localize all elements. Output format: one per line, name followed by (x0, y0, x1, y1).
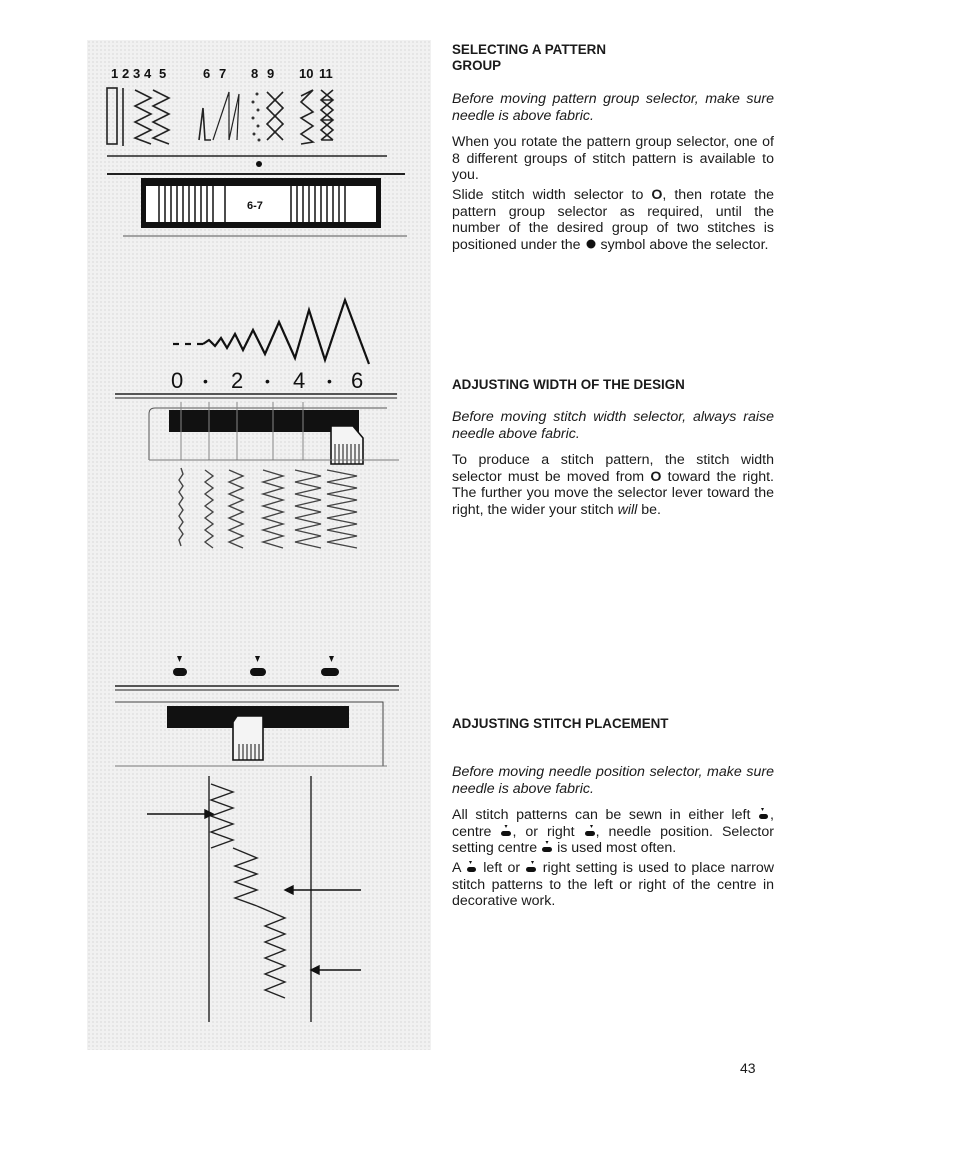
caution-text: Before moving needle position selector, make sure needle is above fabric. (452, 764, 774, 797)
position-arrows (147, 810, 361, 974)
width-scale-label: 6 (351, 368, 364, 393)
pattern-number: 2 (122, 66, 130, 81)
pattern-number: 7 (219, 66, 227, 81)
width-scale-dot: • (327, 373, 332, 389)
width-scale-label: 2 (231, 368, 244, 393)
bullet-symbol-icon (585, 238, 597, 250)
width-scale-label: 0 (171, 368, 184, 393)
stitch-width-icon (173, 300, 369, 364)
cross-stitch-icon (321, 90, 333, 140)
needle-position-symbols (173, 656, 339, 676)
selector-diagrams (87, 40, 431, 1050)
section-heading: GROUP (452, 58, 502, 73)
pattern-number: 9 (267, 66, 275, 81)
width-scale-dot: • (265, 373, 270, 389)
section-heading: SELECTING A PATTERN (452, 42, 606, 57)
pattern-number: 3 (133, 66, 141, 81)
paragraph: All stitch patterns can be sewn in either left , centre , or right , needle position. Selector setting centre is used most often. (452, 807, 774, 857)
paragraph: Slide stitch width selector to O, then rotate the pattern group selector as required, until the number of the desired group of two stitches is positioned under the symbol above the selector. (452, 186, 774, 253)
caution-text: Before moving pattern group selector, make sure needle is above fabric. (452, 91, 774, 124)
stitch-placement-diagram (209, 776, 311, 1022)
stitch-width-section (452, 377, 774, 525)
width-scale-dot: • (203, 373, 208, 389)
dial-label: 6-7 (247, 200, 263, 212)
pattern-number: 6 (203, 66, 211, 81)
page-number: 43 (740, 1060, 756, 1076)
caution-text: Before moving stitch width selector, always raise needle above fabric. (452, 409, 774, 442)
left-needle-icon (758, 808, 770, 820)
serpentine-stitch-icon (301, 90, 313, 144)
right-needle-icon (525, 861, 537, 873)
pattern-number: 8 (251, 66, 259, 81)
selector-dot-symbol (256, 161, 262, 167)
centre-needle-icon (500, 825, 512, 837)
stitch-placement-section (452, 716, 774, 916)
pattern-number: 1 (111, 66, 119, 81)
right-needle-icon (584, 825, 596, 837)
section-heading: ADJUSTING WIDTH OF THE DESIGN (452, 377, 685, 392)
paragraph: When you rotate the pattern group selector, one of 8 different groups of stitch pattern is available to you. (452, 134, 774, 184)
straight-stitch-icon (107, 88, 117, 144)
left-needle-icon (466, 861, 478, 873)
pattern-number: 4 (144, 66, 152, 81)
pattern-number: 10 (299, 66, 314, 81)
dot-stitch-icon (252, 93, 261, 142)
instruction-illustration (87, 40, 431, 1050)
section-heading: ADJUSTING STITCH PLACEMENT (452, 716, 669, 731)
pattern-group-section (452, 42, 774, 259)
zigzag-stitch-icon (135, 90, 151, 144)
pattern-number: 5 (159, 66, 167, 81)
centre-needle-icon (541, 841, 553, 853)
blind-stitch-icon (199, 108, 211, 140)
diamond-stitch-icon (267, 92, 283, 140)
paragraph: To produce a stitch pattern, the stitch width selector must be moved from O toward the right. The further you move the selector lever toward the right, the wider your stitch will be. (452, 452, 774, 518)
width-scale-label: 4 (293, 368, 306, 393)
stitch-width-samples (179, 468, 357, 548)
paragraph: A left or right setting is used to place narrow stitch patterns to the left or right of the centre in decorative work. (452, 859, 774, 910)
pattern-number: 11 (319, 66, 333, 81)
